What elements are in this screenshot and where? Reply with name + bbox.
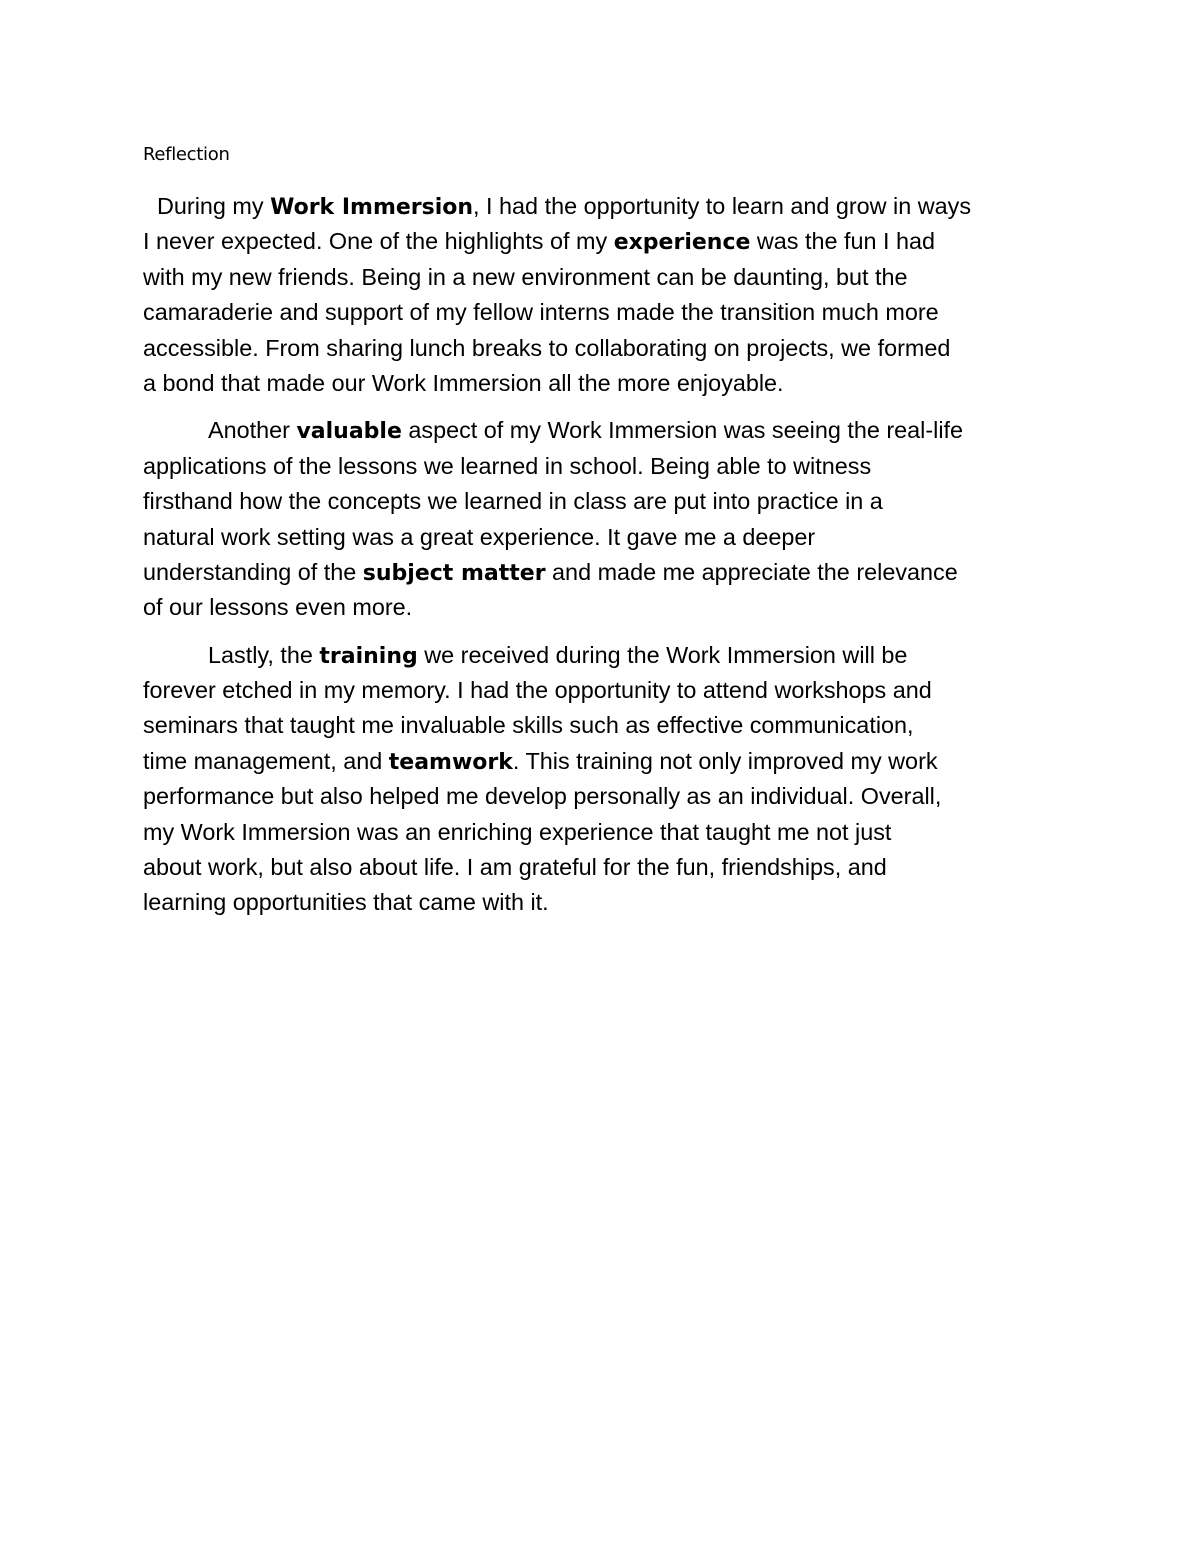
text-line: a bond that made our Work Immersion all the more enjoyable. [143,369,784,396]
text-line: seminars that taught me invaluable skills such as effective communication, [143,712,914,739]
text-line: with my new friends. Being in a new environment can be daunting, but the [143,263,908,290]
text-line: about work, but also about life. I am grateful for the fun, friendships, and [143,854,887,881]
text-line: time management, and teamwork. This training not only improved my work [143,747,938,775]
text-line: learning opportunities that came with it. [143,889,549,916]
document-body [143,189,1073,921]
text-line: of our lessons even more. [143,594,413,621]
text-line: I never expected. One of the highlights of my experience was the fun I had [143,228,936,256]
text-line: firsthand how the concepts we learned in class are put into practice in a [143,488,883,515]
text-line: During my Work Immersion, I had the opportunity to learn and grow in ways [157,193,972,220]
text-line: natural work setting was a great experience. It gave me a deeper [143,523,816,550]
text-line: forever etched in my memory. I had the opportunity to attend workshops and [143,677,932,704]
paragraph-3 [143,638,1073,921]
text-line: Lastly, the training we received during the Work Immersion will be [208,641,908,669]
text-line: performance but also helped me develop personally as an individual. Overall, [143,783,942,810]
document-title: Reflection [143,144,230,165]
text-line: camaraderie and support of my fellow interns made the transition much more [143,299,939,326]
paragraph-2 [143,413,1073,625]
text-line: Another valuable aspect of my Work Immersion was seeing the real-life [208,417,964,445]
paragraph-1 [143,189,1073,401]
text-line: applications of the lessons we learned in school. Being able to witness [143,452,872,479]
text-line: understanding of the subject matter and made me appreciate the relevance [143,558,958,586]
text-line: my Work Immersion was an enriching experience that taught me not just [143,818,892,845]
text-line: accessible. From sharing lunch breaks to collaborating on projects, we formed [143,334,951,361]
